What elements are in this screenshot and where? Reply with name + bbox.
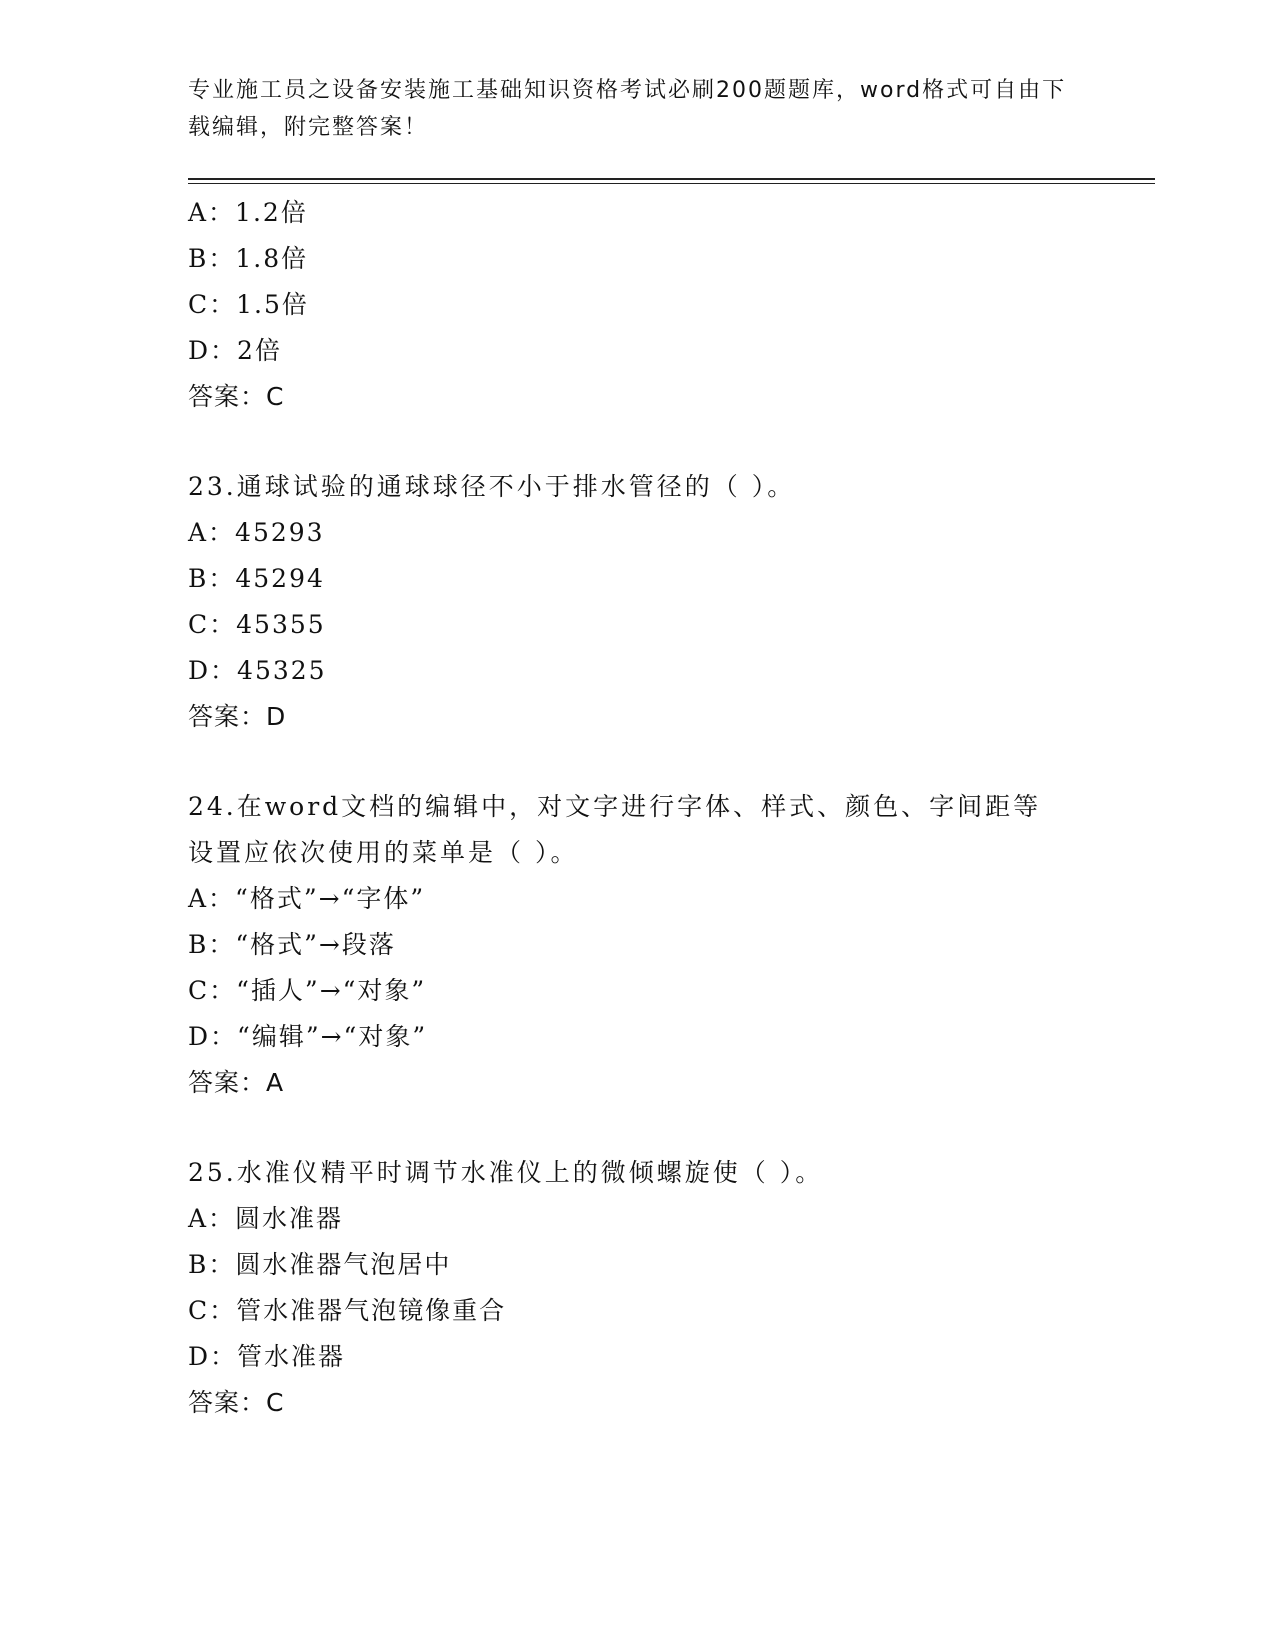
question-stem: 25.水准仪精平时调节水准仪上的微倾螺旋使（ ）。	[188, 1158, 824, 1187]
question-22-continued	[188, 190, 1088, 420]
question-24	[188, 784, 1088, 1106]
question-23	[188, 464, 1088, 740]
option-b: B：45294	[188, 564, 325, 593]
option-d: D：2倍	[188, 336, 282, 365]
option-d: D：管水准器	[188, 1342, 346, 1371]
answer-line: 答案：A	[188, 1068, 285, 1097]
answer-line: 答案：D	[188, 702, 287, 731]
answer-line: 答案：C	[188, 382, 285, 411]
document-title: 专业施工员之设备安装施工基础知识资格考试必刷200题题库，word格式可自由下载编辑，附完整答案！	[188, 78, 1067, 140]
header-divider-thin	[188, 183, 1155, 184]
option-a: A：45293	[188, 518, 325, 547]
option-c: C：管水准器气泡镜像重合	[188, 1296, 507, 1325]
answer-line: 答案：C	[188, 1388, 285, 1417]
option-c: C：“插人”→“对象”	[188, 976, 427, 1005]
option-a: A：圆水准器	[188, 1204, 344, 1233]
option-c: C：1.5倍	[188, 290, 309, 319]
question-stem: 23.通球试验的通球球径不小于排水管径的（ ）。	[188, 472, 796, 501]
option-b: B：“格式”→段落	[188, 930, 396, 959]
option-b: B：圆水准器气泡居中	[188, 1250, 452, 1279]
header-divider-thick	[188, 178, 1155, 180]
option-a: A：“格式”→“字体”	[188, 884, 426, 913]
option-d: D：“编辑”→“对象”	[188, 1022, 428, 1051]
question-list	[188, 190, 1088, 1426]
question-stem: 24.在word文档的编辑中，对文字进行字体、样式、颜色、字间距等设置应依次使用的菜单是（ ）。	[188, 792, 1042, 867]
option-a: A：1.2倍	[188, 198, 308, 227]
option-c: C：45355	[188, 610, 326, 639]
question-25	[188, 1150, 1088, 1426]
option-b: B：1.8倍	[188, 244, 309, 273]
option-d: D：45325	[188, 656, 327, 685]
